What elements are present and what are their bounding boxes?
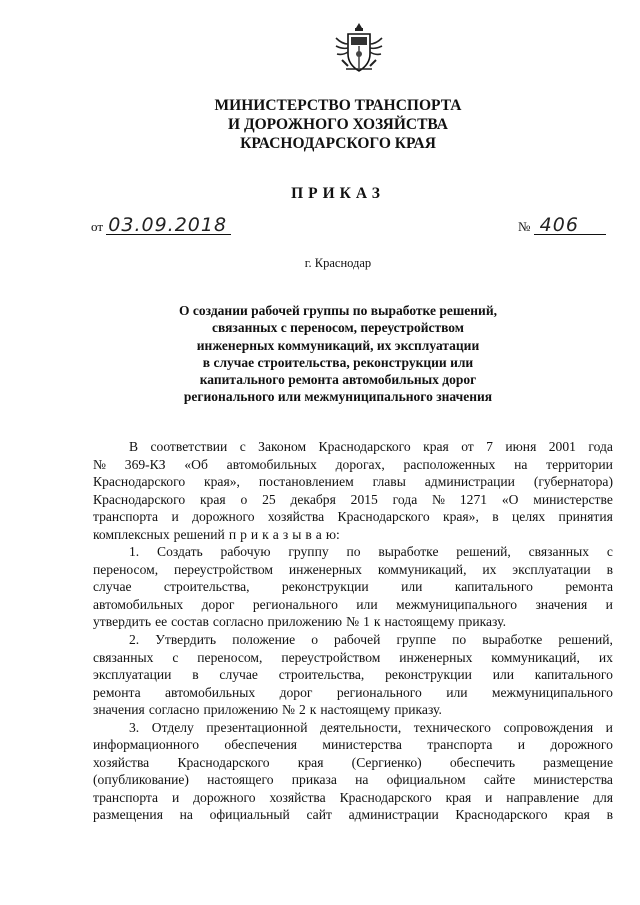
- handwritten-date: 03.09.2018: [106, 216, 231, 235]
- body-line: транспорта и дорожного хозяйства Краснодарского края и направление для: [93, 789, 613, 805]
- body-line: переносом, переустройством инженерных коммуникаций, их эксплуатации в: [93, 561, 613, 577]
- body-line: транспорта и дорожного хозяйства Краснодарского края», в целях принятия: [93, 509, 613, 525]
- body-line: В соответствии с Законом Краснодарского края от 7 июня 2001 года: [129, 439, 613, 454]
- number-prefix: №: [518, 219, 531, 234]
- body-line: 1. Создать рабочую группу по выработке решений, связанных с: [129, 544, 613, 560]
- order-title: ПРИКАЗ: [291, 185, 385, 202]
- body-line: размещения на официальный сайт администрации Краснодарского края в: [93, 807, 613, 823]
- body-line: 2. Утвердить положение о рабочей группе по выработке решений,: [129, 632, 613, 648]
- body-line: Краснодарского края о 25 декабря 2015 года № 1271 «О министерстве: [93, 491, 613, 507]
- body-line: утвердить ее состав согласно приложению № 1 к настоящему приказу.: [93, 614, 506, 630]
- body-line: случае строительства, реконструкции или капитального ремонта: [93, 579, 613, 595]
- ministry-line: МИНИСТЕРСТВО ТРАНСПОРТА: [214, 97, 462, 114]
- body-line: информационного обеспечения министерства транспорта и дорожного: [93, 737, 613, 753]
- order-number: [518, 216, 606, 235]
- subject-line: связанных с переносом, переустройством: [211, 320, 464, 336]
- body-line: 3. Отделу презентационной деятельности, технического сопровождения и: [129, 719, 613, 735]
- subject-line: в случае строительства, реконструкции или: [202, 354, 474, 370]
- ministry-line: КРАСНОДАРСКОГО КРАЯ: [240, 135, 436, 152]
- ministry-name: [0, 96, 640, 153]
- order-date: [91, 216, 231, 235]
- body-line: автомобильных дорог регионального или межмуниципального значения и: [93, 596, 613, 612]
- body-line: связанных с переносом, переустройством инженерных коммуникаций, их: [93, 649, 613, 665]
- body-line: значения согласно приложению № 2 к настоящему приказу.: [93, 702, 442, 718]
- subject-line: О создании рабочей группы по выработке решений,: [179, 303, 497, 318]
- order-body: [93, 438, 613, 824]
- body-line: Краснодарского края», постановлением главы администрации (губернатора): [93, 474, 613, 490]
- handwritten-number: 406: [534, 216, 606, 235]
- body-line: (опубликование) настоящего приказа на официальном сайте министерства: [93, 772, 613, 788]
- body-line: № 369-КЗ «Об автомобильных дорогах, расположенных на территории: [93, 456, 613, 472]
- date-prefix: от: [91, 219, 104, 234]
- body-line: ремонта автомобильных дорог регионального или межмуниципального: [93, 684, 613, 700]
- subject-line: капитального ремонта автомобильных дорог: [199, 372, 477, 388]
- city: г. Краснодар: [304, 256, 372, 270]
- subject-line: регионального или межмуниципального значения: [183, 389, 493, 405]
- coat-of-arms-emblem: [334, 22, 384, 74]
- body-line: комплексных решений п р и к а з ы в а ю:: [93, 526, 340, 542]
- ministry-line: И ДОРОЖНОГО ХОЗЯЙСТВА: [228, 116, 448, 133]
- body-line: эксплуатации в случае строительства, реконструкции или капитального: [93, 667, 613, 683]
- subject-line: инженерных коммуникаций, их эксплуатации: [196, 337, 480, 353]
- body-line: хозяйства Краснодарского края (Сергиенко) обеспечить размещение: [93, 754, 613, 770]
- order-subject: [0, 302, 640, 406]
